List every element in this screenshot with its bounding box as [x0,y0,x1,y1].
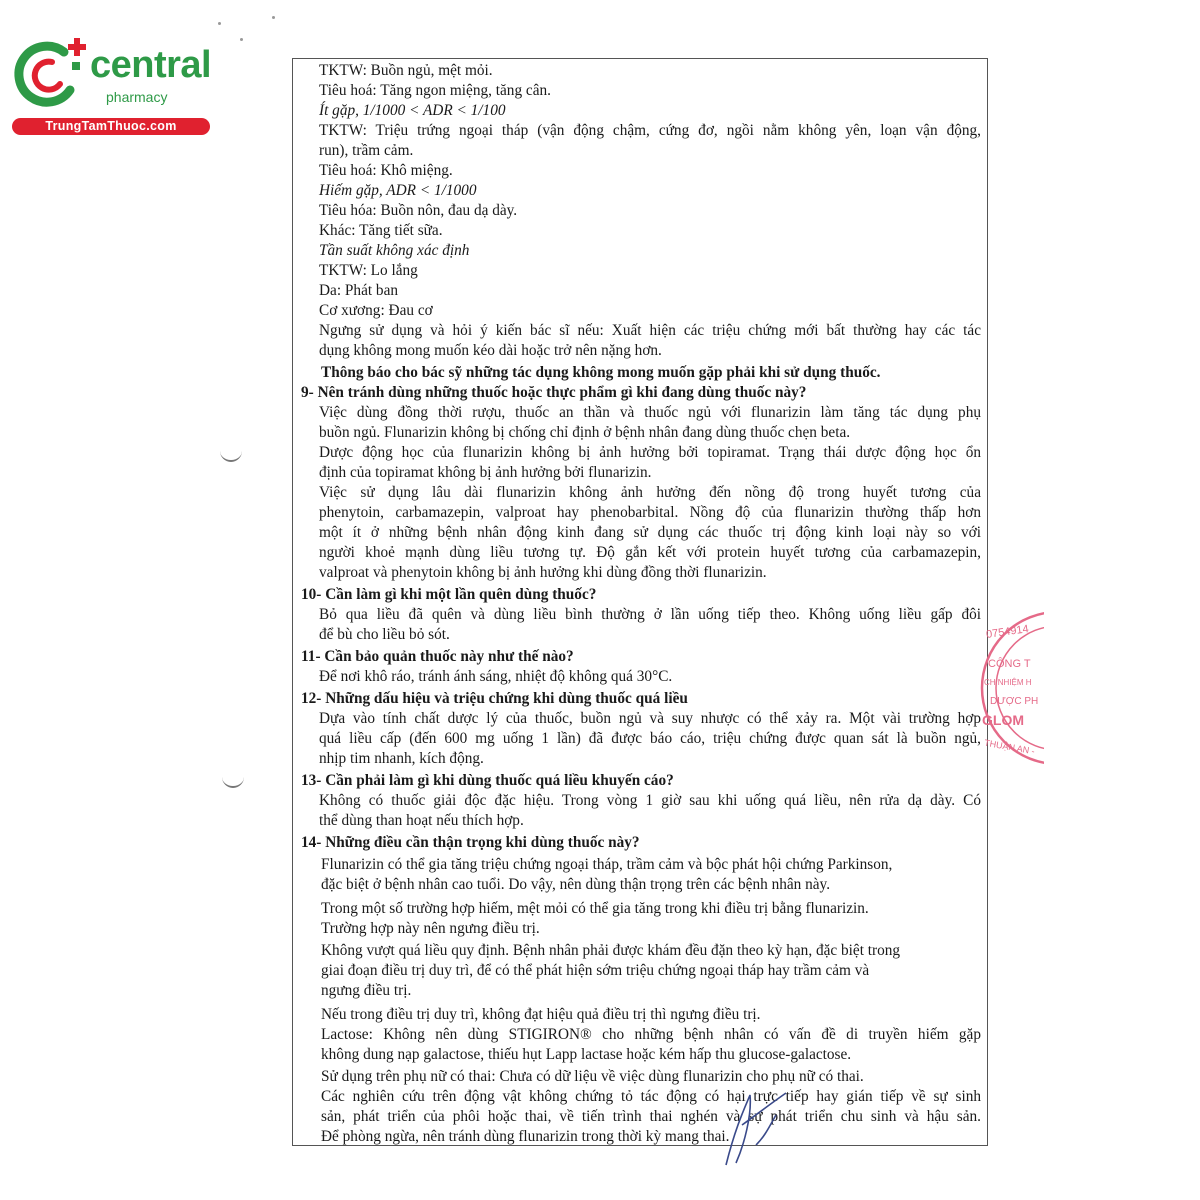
text-line: giai đoạn điều trị duy trì, để có thể phát hiện sớm triệu chứng ngoại tháp hay trầm cảm và [321,962,870,979]
text-line: nhịp tim nhanh, kích động. [319,750,484,767]
section-heading: 13- Cần phải làm gì khi dùng thuốc quá liều khuyến cáo? [301,772,674,789]
text-line: một ít ở những bệnh nhân động kinh đang sử dụng các thuốc trị động kinh loại này so với [319,524,981,541]
brand-subtitle: pharmacy [106,89,168,105]
signature-scribble-icon [706,1085,796,1175]
document-frame [292,58,988,1146]
text-line: Tiêu hoá: Khô miệng. [319,162,453,179]
text-line: Ngưng sử dụng và hỏi ý kiến bác sĩ nếu: Xuất hiện các triệu chứng mới bất thường hay các tác [319,322,981,339]
stamp-line: DƯỢC PH [990,696,1039,707]
scan-speck [240,38,243,41]
text-line: Lactose: Không nên dùng STIGIRON® cho những bệnh nhân có vấn đề di truyền hiếm gặp [321,1026,981,1043]
text-line: Tiêu hoá: Tăng ngon miệng, tăng cân. [319,82,551,99]
text-line: định của topiramat không bị ảnh hưởng bởi flunarizin. [319,464,652,481]
text-line: ngưng điều trị. [321,982,412,999]
brand-name: central [90,44,212,86]
text-line: Để nơi khô ráo, tránh ánh sáng, nhiệt độ không quá 30°C. [319,668,673,685]
stamp-line: CÔNG T [988,658,1031,670]
text-line: Dược động học của flunarizin không bị ảnh hưởng bởi topiramat. Trạng thái dược động học ổn [319,444,981,461]
text-line: Không vượt quá liều quy định. Bệnh nhân phải được khám đều đặn theo kỳ hạn, đặc biệt trong [321,942,901,959]
text-line: người khoẻ mạnh dùng liều tương tự. Độ gắn kết với protein huyết tương của carbamazepin, [319,544,981,561]
brand-website: TrungTamThuoc.com [12,118,210,135]
section-heading: 9- Nên tránh dùng những thuốc hoặc thực phẩm gì khi đang dùng thuốc này? [301,384,807,401]
company-stamp [976,606,1044,776]
text-line: Cơ xương: Đau cơ [319,302,433,319]
text-line: valproat và phenytoin không bị ảnh hưởng khi dùng đồng thời flunarizin. [319,564,767,581]
text-line: Trường hợp này nên ngưng điều trị. [321,920,540,937]
text-line: Hiếm gặp, ADR < 1/1000 [319,182,477,199]
scan-speck [218,22,221,25]
text-line: TKTW: Buồn ngủ, mệt mỏi. [319,62,493,79]
text-line: Việc sử dụng lâu dài flunarizin không ảnh hưởng đến nồng độ trong huyết tương của [319,484,981,501]
stamp-line: THUẬN AN - [983,737,1036,757]
text-line: Thông báo cho bác sỹ những tác dụng không mong muốn gặp phải khi sử dụng thuốc. [321,364,881,381]
text-line: Ít gặp, 1/1000 < ADR < 1/100 [319,102,506,119]
text-line: Da: Phát ban [319,282,399,299]
text-line: sản, phát triển của phôi hoặc thai, về tiến trình thai nghén và sự phát triển chu sinh và hậu sản. [321,1108,981,1125]
text-line: để bù cho liều bỏ sót. [319,626,450,643]
scan-speck [272,16,275,19]
section-heading: 14- Những điều cần thận trọng khi dùng thuốc này? [301,834,640,851]
text-line: Không có thuốc giải độc đặc hiệu. Trong vòng 1 giờ sau khi uống quá liều, nên rửa dạ dày. Có [319,792,981,809]
section-heading: 10- Cần làm gì khi một lần quên dùng thuốc? [301,586,597,603]
text-line: Tiêu hóa: Buồn nôn, đau dạ dày. [319,202,518,219]
text-line: Tần suất không xác định [319,242,470,259]
central-pharmacy-logo [12,38,217,138]
text-line: Nếu trong điều trị duy trì, không đạt hiệu quả điều trị thì ngưng điều trị. [321,1006,761,1023]
text-line: dụng không mong muốn kéo dài hoặc trở nên nặng hơn. [319,342,662,359]
text-line: Sử dụng trên phụ nữ có thai: Chưa có dữ liệu về việc dùng flunarizin cho phụ nữ có thai. [321,1068,864,1085]
section-heading: 12- Những dấu hiệu và triệu chứng khi dùng thuốc quá liều [301,690,688,707]
section-heading: 11- Cần bảo quản thuốc này như thế nào? [301,648,574,665]
text-line: Dựa vào tính chất dược lý của thuốc, buồn ngủ và suy nhược có thể xảy ra. Một vài trường hợp [319,710,981,727]
text-line: Flunarizin có thể gia tăng triệu chứng ngoại tháp, trầm cảm và bộc phát hội chứng Parkinson, [321,856,893,873]
punch-hole [220,448,242,462]
text-line: thể dùng than hoạt nếu thích hợp. [319,812,524,829]
text-line: không dung nạp galactose, thiếu hụt Lapp lactase hoặc kém hấp thu glucose-galactose. [321,1046,852,1063]
text-line: Các nghiên cứu trên động vật không chứng tỏ tác động có hại trực tiếp hay gián tiếp về sự sinh [321,1088,981,1105]
text-line: TKTW: Triệu trứng ngoại tháp (vận động chậm, cứng đơ, ngồi nằm không yên, loạn vận động, [319,122,981,139]
punch-hole [222,774,244,788]
text-line: Để phòng ngừa, nên tránh dùng flunarizin trong thời kỳ mang thai. [321,1128,730,1145]
text-line: Việc dùng đồng thời rượu, thuốc an thần và thuốc ngủ với flunarizin làm tăng tác dụng phụ [319,404,981,421]
text-line: Trong một số trường hợp hiếm, mệt mỏi có thể gia tăng trong khi điều trị bằng flunarizin. [321,900,869,917]
text-line: quá liều cấp (đến 600 mg uống 1 lần) đã được báo cáo, triệu chứng được quan sát là buồn ngủ, [319,730,981,747]
stamp-line: 0754914 [985,623,1030,641]
text-line: đặc biệt ở bệnh nhân cao tuổi. Do vậy, nên dùng thận trọng trên các bệnh nhân này. [321,876,831,893]
text-line: phenytoin, carbamazepin, valproat hay phenobarbital. Nồng độ của flunarizin thường thấp hơn [319,504,981,521]
text-line: run), trầm cảm. [319,142,414,159]
central-pharmacy-c-mark-icon [12,38,92,116]
stamp-line: CH NHIỆM H [984,678,1032,687]
text-line: Bỏ qua liều đã quên và dùng liều bình thường ở lần uống tiếp theo. Không uống liều gấp đôi [319,606,981,623]
stamp-line: GLOM [982,712,1024,728]
text-line: TKTW: Lo lắng [319,262,418,279]
text-line: Khác: Tăng tiết sữa. [319,222,443,239]
text-line: buồn ngủ. Flunarizin không bị chống chỉ định ở bệnh nhân đang dùng thuốc chẹn beta. [319,424,851,441]
